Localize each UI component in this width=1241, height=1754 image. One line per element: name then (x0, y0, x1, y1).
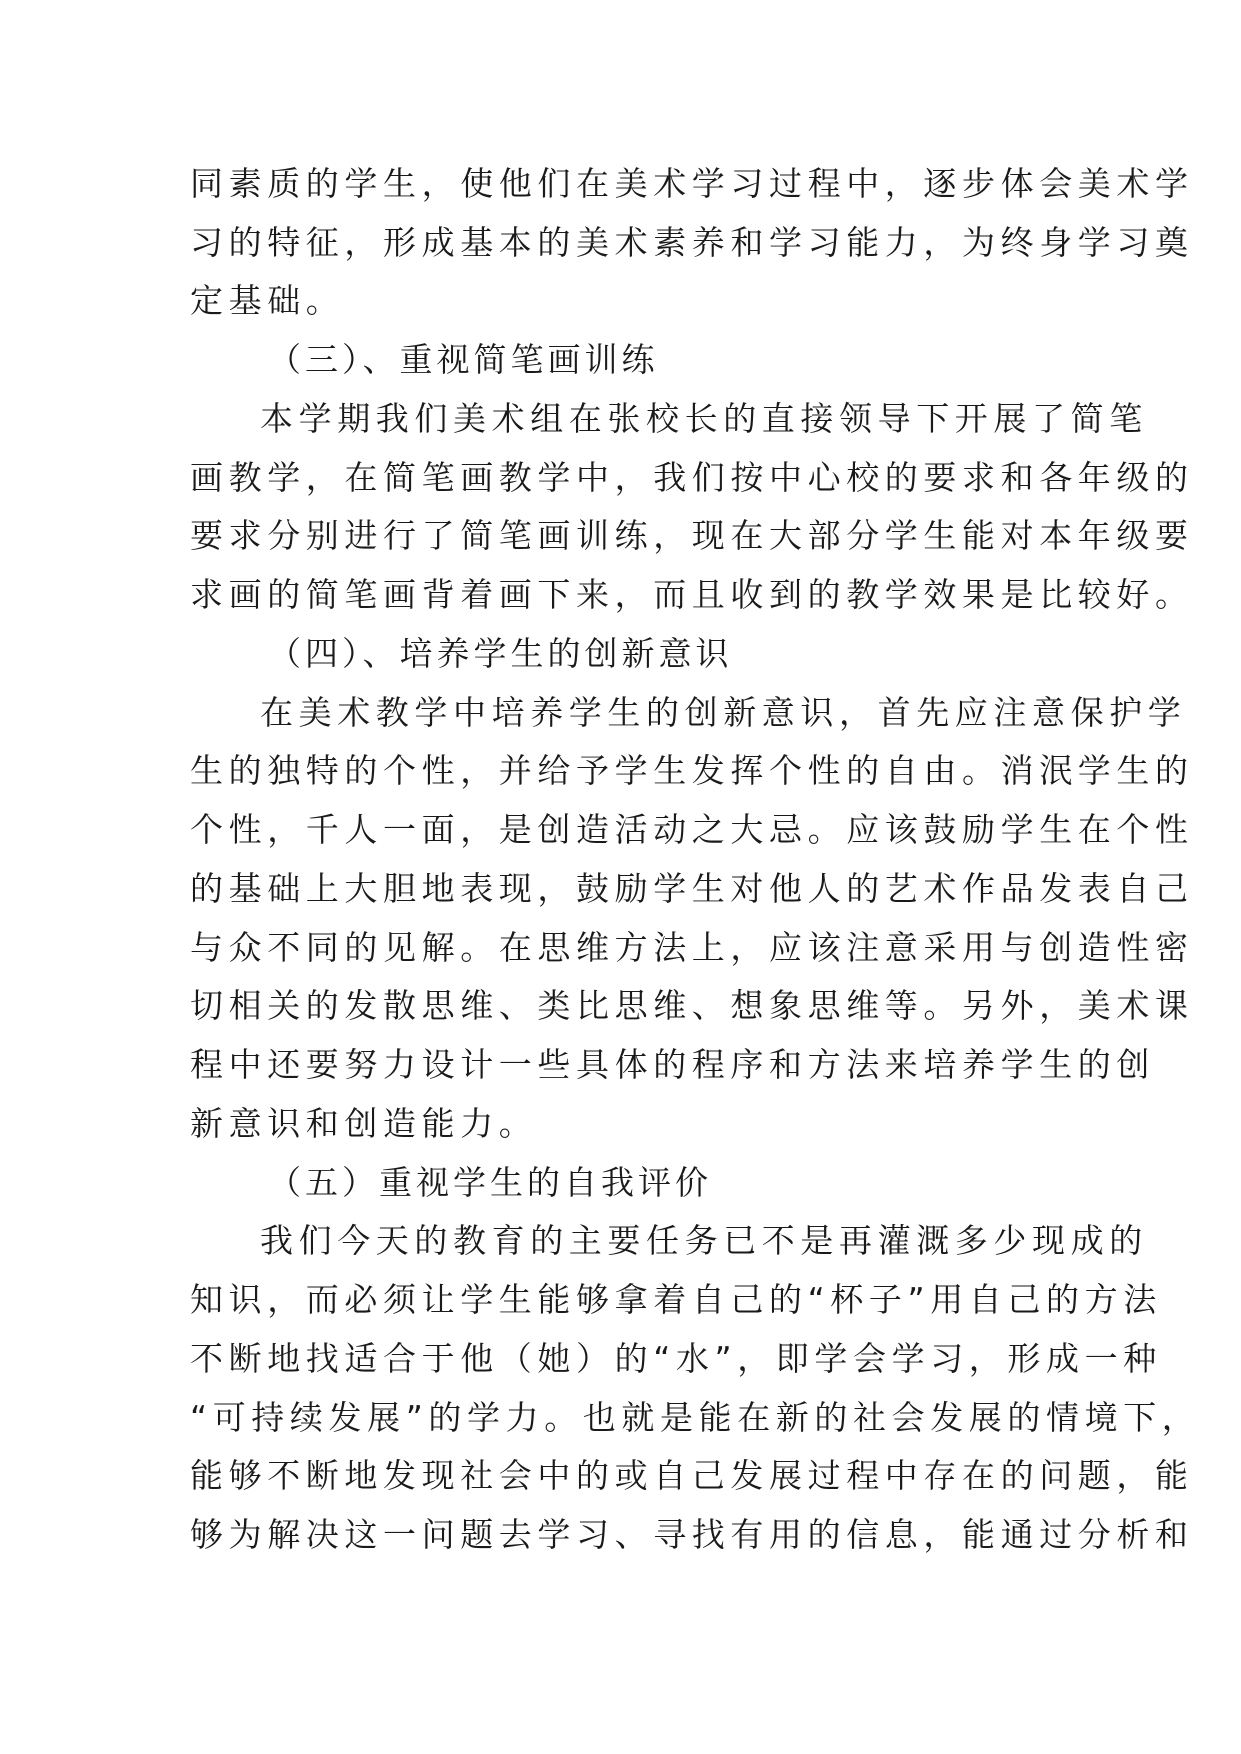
section-heading: （五）重视学生的自我评价 (268, 1163, 712, 1202)
text-line: 生的独特的个性，并给予学生发挥个性的自由。消泯学生的 (190, 751, 1194, 790)
section-heading: （四）、培养学生的创新意识 (268, 634, 733, 673)
text-line: 新意识和创造能力。 (190, 1104, 538, 1143)
text-line: “可持续发展”的学力。也就是能在新的社会发展的情境下， (190, 1398, 1201, 1437)
text-line: 切相关的发散思维、类比思维、想象思维等。另外，美术课 (190, 986, 1194, 1025)
text-line: 习的特征，形成基本的美术素养和学习能力，为终身学习奠 (190, 223, 1194, 262)
text-line: 同素质的学生，使他们在美术学习过程中，逐步体会美术学 (190, 164, 1194, 203)
text-line: 我们今天的教育的主要任务已不是再灌溉多少现成的 (260, 1221, 1148, 1260)
text-line: 本学期我们美术组在张校长的直接领导下开展了简笔 (260, 399, 1148, 438)
text-line: 与众不同的见解。在思维方法上，应该注意采用与创造性密 (190, 928, 1194, 967)
text-line: 在美术教学中培养学生的创新意识，首先应注意保护学 (260, 693, 1187, 732)
text-line: 的基础上大胆地表现，鼓励学生对他人的艺术作品发表自己 (190, 869, 1194, 908)
text-line: 要求分别进行了简笔画训练，现在大部分学生能对本年级要 (190, 516, 1194, 555)
text-line: 知识，而必须让学生能够拿着自己的“杯子”用自己的方法 (190, 1280, 1162, 1319)
text-line: 画教学，在简笔画教学中，我们按中心校的要求和各年级的 (190, 458, 1194, 497)
text-line: 个性，千人一面，是创造活动之大忌。应该鼓励学生在个性 (190, 810, 1194, 849)
text-line: 定基础。 (190, 281, 345, 320)
text-line: 够为解决这一问题去学习、寻找有用的信息，能通过分析和 (190, 1515, 1194, 1554)
text-line: 求画的简笔画背着画下来，而且收到的教学效果是比较好。 (190, 575, 1194, 614)
section-heading: （三）、重视简笔画训练 (268, 340, 659, 379)
text-line: 不断地找适合于他（她）的“水”，即学会学习，形成一种 (190, 1339, 1162, 1378)
text-line: 程中还要努力设计一些具体的程序和方法来培养学生的创 (190, 1045, 1155, 1084)
text-line: 能够不断地发现社会中的或自己发展过程中存在的问题，能 (190, 1456, 1194, 1495)
